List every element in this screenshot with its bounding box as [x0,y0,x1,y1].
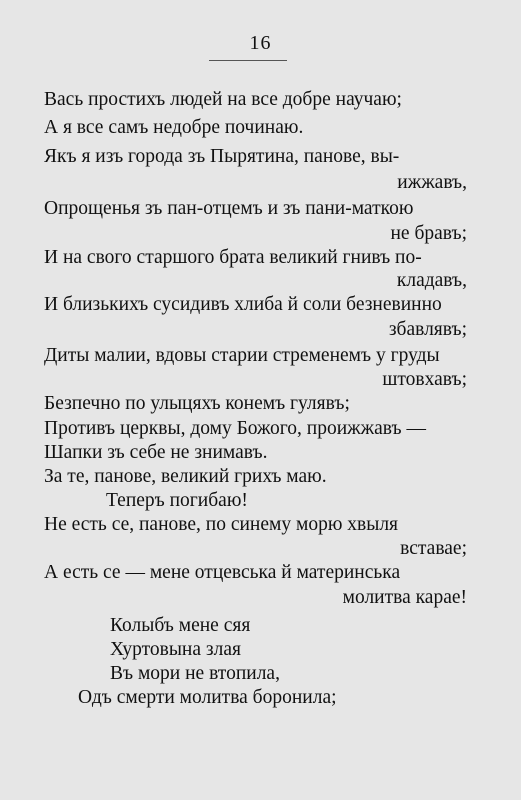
text-line: Якъ я изъ города зъ Пырятина, панове, вы- [44,146,400,167]
text-line-continuation: ижжавъ, [397,172,467,193]
text-line-indented: Теперъ погибаю! [106,490,248,511]
text-line-continuation: штовхавъ; [382,369,467,390]
text-line-continuation: молитва карае! [342,587,467,608]
page-number: 16 [249,32,272,54]
text-line: И близькихъ сусидивъ хлиба й соли безневинно [44,294,442,315]
verse-line: Одъ смерти молитва боронила; [78,687,337,708]
text-line: А я все самъ недобре починаю. [44,117,304,138]
page-number-rule [209,60,287,61]
text-line-continuation: не бравъ; [390,223,467,244]
text-line: Шапки зъ себе не знимавъ. [44,442,268,463]
text-line-continuation: збавлявъ; [388,319,467,340]
verse-line: Колыбъ мене сяя [110,615,251,636]
text-line-continuation: вставае; [400,538,467,559]
text-line: Не есть се, панове, по синему морю хвыля [44,514,399,535]
text-line: Противъ церквы, дому Божого, проижжавъ — [44,418,426,439]
text-line: Опрощенья зъ пан-отцемъ и зъ пани-маткою [44,198,414,219]
text-line: За те, панове, великий грихъ маю. [44,466,327,487]
text-line: И на свого старшого брата великий гнивъ по- [44,247,422,268]
text-line: Безпечно по улыцяхъ конемъ гулявъ; [44,393,350,414]
text-line: Диты малии, вдовы старии стременемъ у груды [44,345,440,366]
text-line: А есть се — мене отцевська й материнська [44,562,401,583]
text-line: Вась простихъ людей на все добре научаю; [44,89,402,110]
verse-line: Въ мори не втопила, [110,663,280,684]
text-line-continuation: кладавъ, [396,270,467,291]
verse-line: Хуртовына злая [110,639,241,660]
